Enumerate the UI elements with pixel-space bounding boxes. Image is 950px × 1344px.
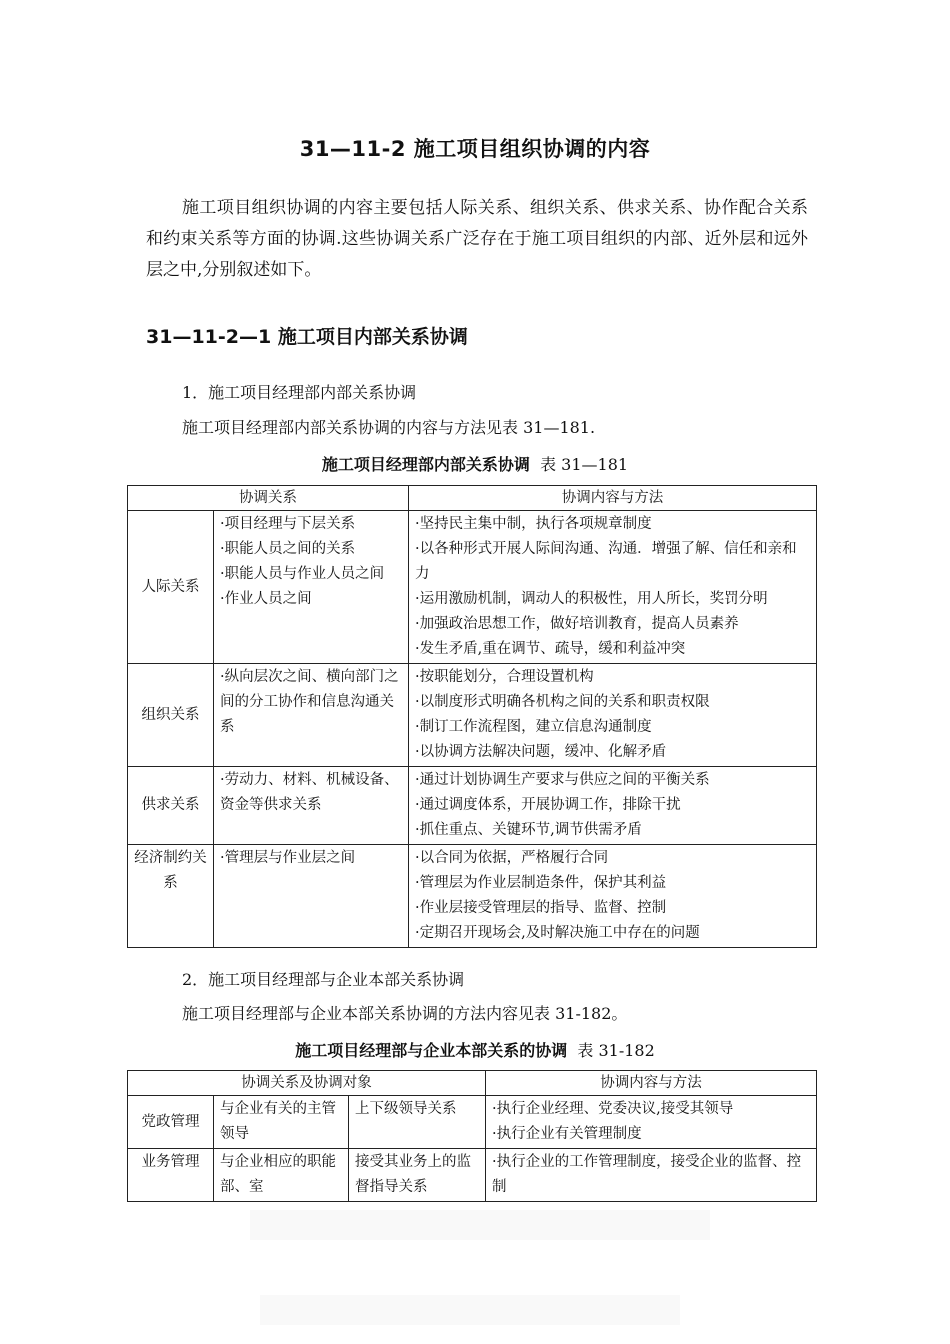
list-item: ·发生矛盾,重在调节、疏导，缓和利益冲突: [415, 641, 686, 657]
table2-caption-number: 表 31-182: [577, 1041, 655, 1060]
list-item: ·以协调方法解决问题，缓冲、化解矛盾: [415, 744, 667, 760]
item2-text: 施工项目经理部与企业本部关系协调的方法内容见表 31-182。: [182, 1004, 628, 1023]
category-cell: 供求关系: [128, 767, 214, 845]
table-row: [128, 767, 817, 845]
table2-caption-title: 施工项目经理部与企业本部关系的协调: [295, 1041, 568, 1060]
list-item: ·制订工作流程图，建立信息沟通制度: [415, 719, 652, 735]
item1-heading: 1．施工项目经理部内部关系协调: [182, 383, 417, 402]
table-header-row: [128, 1071, 817, 1096]
relation-cell: 接受其业务上的监督指导关系: [349, 1149, 486, 1202]
methods-cell: [409, 511, 817, 664]
list-item: ·职能人员与作业人员之间: [220, 566, 385, 582]
item1-text: 施工项目经理部内部关系协调的内容与方法见表 31—181.: [182, 418, 596, 437]
methods-cell: [409, 664, 817, 767]
methods-cell: [486, 1096, 817, 1149]
list-item: ·职能人员之间的关系: [220, 541, 356, 557]
relation-cell: 上下级领导关系: [349, 1096, 486, 1149]
table2-caption: [0, 1038, 950, 1061]
item2-heading: 2．施工项目经理部与企业本部关系协调: [182, 970, 465, 989]
methods-cell: [486, 1149, 817, 1202]
faint-bleedthrough: [250, 1210, 710, 1240]
methods-cell: [409, 845, 817, 948]
page-title: 31—11-2 施工项目组织协调的内容: [299, 137, 651, 161]
table-header-cell: 协调关系: [128, 486, 409, 511]
list-item: ·定期召开现场会,及时解决施工中存在的问题: [415, 925, 700, 941]
relations-cell: [214, 664, 409, 767]
list-item: ·执行企业经理、党委决议,接受其领导: [492, 1101, 734, 1117]
methods-cell: [409, 767, 817, 845]
section-heading: 31—11-2—1 施工项目内部关系协调: [146, 326, 468, 348]
list-item: ·通过调度体系，开展协调工作，排除干扰: [415, 797, 681, 813]
table1-caption: [0, 452, 950, 475]
table-row: [128, 511, 817, 664]
table-31-181: [127, 485, 817, 948]
list-item: ·项目经理与下层关系: [220, 516, 356, 532]
list-item: ·执行企业有关管理制度: [492, 1126, 642, 1142]
category-cell: 组织关系: [128, 664, 214, 767]
table1-caption-title: 施工项目经理部内部关系协调: [321, 455, 530, 474]
list-item: ·管理层与作业层之间: [220, 850, 356, 866]
list-item: ·以合同为依据，严格履行合同: [415, 850, 609, 866]
list-item: ·劳动力、材料、机械设备、资金等供求关系: [220, 772, 399, 813]
list-item: ·管理层为作业层制造条件，保护其利益: [415, 875, 667, 891]
list-item: ·执行企业的工作管理制度，接受企业的监督、控制: [492, 1154, 802, 1195]
list-item: ·运用激励机制，调动人的积极性，用人所长，奖罚分明: [415, 591, 768, 607]
list-item: ·加强政治思想工作，做好培训教育，提高人员素养: [415, 616, 739, 632]
list-item: ·以制度形式明确各机构之间的关系和职责权限: [415, 694, 710, 710]
list-item: ·纵向层次之间、横向部门之间的分工协作和信息沟通关系: [220, 669, 399, 735]
category-cell: 人际关系: [128, 511, 214, 664]
object-cell: 与企业有关的主管领导: [214, 1096, 349, 1149]
intro-paragraph: 施工项目组织协调的内容主要包括人际关系、组织关系、供求关系、协作配合关系和约束关系等方面的协调.这些协调关系广泛存在于施工项目组织的内部、近外层和远外层之中,分别叙述如下。: [146, 198, 808, 280]
table1-caption-number: 表 31—181: [540, 455, 629, 474]
category-cell: 经济制约关系: [128, 845, 214, 948]
category-cell: 党政管理: [128, 1096, 214, 1149]
list-item: ·作业层接受管理层的指导、监督、控制: [415, 900, 667, 916]
relations-cell: [214, 845, 409, 948]
table-header-row: [128, 486, 817, 511]
category-cell: 业务管理: [128, 1149, 214, 1202]
table-header-cell: 协调内容与方法: [486, 1071, 817, 1096]
list-item: ·以各种形式开展人际间沟通、沟通．增强了解、信任和亲和力: [415, 541, 797, 582]
list-item: ·坚持民主集中制，执行各项规章制度: [415, 516, 652, 532]
faint-bleedthrough: [260, 1295, 680, 1325]
table-row: [128, 1096, 817, 1149]
list-item: ·作业人员之间: [220, 591, 312, 607]
relations-cell: [214, 511, 409, 664]
table-header-cell: 协调内容与方法: [409, 486, 817, 511]
list-item: ·按职能划分，合理设置机构: [415, 669, 594, 685]
table-header-cell: 协调关系及协调对象: [128, 1071, 486, 1096]
table-31-182: [127, 1070, 817, 1202]
relations-cell: [214, 767, 409, 845]
table-row: [128, 664, 817, 767]
list-item: ·抓住重点、关键环节,调节供需矛盾: [415, 822, 642, 838]
table-row: [128, 1149, 817, 1202]
object-cell: 与企业相应的职能部、室: [214, 1149, 349, 1202]
table-row: [128, 845, 817, 948]
list-item: ·通过计划协调生产要求与供应之间的平衡关系: [415, 772, 710, 788]
